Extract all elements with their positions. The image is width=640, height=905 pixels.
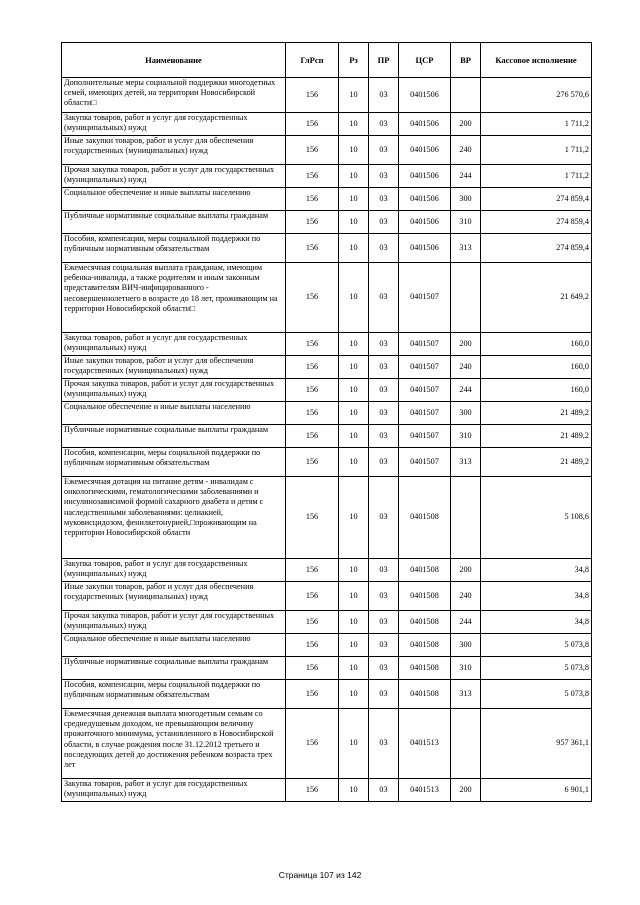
vr-cell [451, 709, 481, 779]
amount-cell: 21 489,2 [481, 448, 592, 477]
pr-cell: 03 [369, 136, 399, 165]
rz-cell: 10 [339, 263, 369, 333]
pr-cell: 03 [369, 477, 399, 559]
glrsp-cell: 156 [286, 136, 339, 165]
name-cell: Социальное обеспечение и иные выплаты населению [62, 634, 286, 657]
glrsp-cell: 156 [286, 402, 339, 425]
pr-cell: 03 [369, 402, 399, 425]
rz-cell: 10 [339, 425, 369, 448]
vr-cell: 240 [451, 356, 481, 379]
pr-cell: 03 [369, 78, 399, 113]
csr-cell: 0401507 [399, 356, 451, 379]
amount-cell: 5 073,8 [481, 680, 592, 709]
csr-cell: 0401506 [399, 136, 451, 165]
rz-cell: 10 [339, 709, 369, 779]
pr-cell: 03 [369, 680, 399, 709]
amount-cell: 957 361,1 [481, 709, 592, 779]
name-cell: Закупка товаров, работ и услуг для государственных (муниципальных) нужд [62, 559, 286, 582]
amount-cell: 5 108,6 [481, 477, 592, 559]
table-row [62, 113, 592, 136]
amount-cell: 276 570,6 [481, 78, 592, 113]
table-row [62, 559, 592, 582]
name-cell: Ежемесячная дотация на питание детям - инвалидам с онкологическими, гематологическими заболеваниями и инсулинозависимой формой сахарного диабета и детям с наследственными заболеваниями: целиакией, муковисцидозом, фенилкетонурией,□проживающим на территории Новосибирской области [62, 477, 286, 559]
table-row [62, 333, 592, 356]
table-row [62, 634, 592, 657]
header-rz: Рз [339, 43, 369, 78]
rz-cell: 10 [339, 402, 369, 425]
vr-cell: 200 [451, 779, 481, 802]
amount-cell: 5 073,8 [481, 657, 592, 680]
vr-cell [451, 263, 481, 333]
csr-cell: 0401508 [399, 559, 451, 582]
header-vr: ВР [451, 43, 481, 78]
csr-cell: 0401513 [399, 779, 451, 802]
csr-cell: 0401508 [399, 680, 451, 709]
glrsp-cell: 156 [286, 634, 339, 657]
csr-cell: 0401506 [399, 234, 451, 263]
header-cash-execution: Кассовое исполнение [481, 43, 592, 78]
vr-cell: 244 [451, 379, 481, 402]
table-row [62, 582, 592, 611]
csr-cell: 0401506 [399, 188, 451, 211]
pr-cell: 03 [369, 582, 399, 611]
rz-cell: 10 [339, 680, 369, 709]
name-cell: Закупка товаров, работ и услуг для государственных (муниципальных) нужд [62, 113, 286, 136]
pr-cell: 03 [369, 448, 399, 477]
csr-cell: 0401506 [399, 211, 451, 234]
table-row [62, 136, 592, 165]
glrsp-cell: 156 [286, 78, 339, 113]
header-csr: ЦСР [399, 43, 451, 78]
rz-cell: 10 [339, 634, 369, 657]
rz-cell: 10 [339, 234, 369, 263]
pr-cell: 03 [369, 188, 399, 211]
amount-cell: 274 859,4 [481, 211, 592, 234]
amount-cell: 34,8 [481, 582, 592, 611]
name-cell: Пособия, компенсации, меры социальной поддержки по публичным нормативным обязательствам [62, 448, 286, 477]
budget-table [61, 42, 592, 802]
vr-cell: 244 [451, 165, 481, 188]
csr-cell: 0401507 [399, 379, 451, 402]
pr-cell: 03 [369, 779, 399, 802]
header-glrsp: ГлРсп [286, 43, 339, 78]
pr-cell: 03 [369, 379, 399, 402]
glrsp-cell: 156 [286, 188, 339, 211]
vr-cell [451, 477, 481, 559]
rz-cell: 10 [339, 165, 369, 188]
vr-cell: 200 [451, 333, 481, 356]
amount-cell: 5 073,8 [481, 634, 592, 657]
vr-cell: 300 [451, 188, 481, 211]
pr-cell: 03 [369, 356, 399, 379]
csr-cell: 0401508 [399, 582, 451, 611]
rz-cell: 10 [339, 78, 369, 113]
table-header-row [62, 43, 592, 78]
glrsp-cell: 156 [286, 165, 339, 188]
table-row [62, 680, 592, 709]
table-row [62, 188, 592, 211]
table-row [62, 611, 592, 634]
glrsp-cell: 156 [286, 425, 339, 448]
table-row [62, 379, 592, 402]
table-row [62, 448, 592, 477]
pr-cell: 03 [369, 657, 399, 680]
csr-cell: 0401507 [399, 448, 451, 477]
amount-cell: 34,8 [481, 559, 592, 582]
rz-cell: 10 [339, 448, 369, 477]
amount-cell: 21 649,2 [481, 263, 592, 333]
amount-cell: 274 859,4 [481, 188, 592, 211]
amount-cell: 1 711,2 [481, 136, 592, 165]
amount-cell: 21 489,2 [481, 402, 592, 425]
rz-cell: 10 [339, 113, 369, 136]
amount-cell: 160,0 [481, 356, 592, 379]
vr-cell: 240 [451, 582, 481, 611]
vr-cell: 313 [451, 680, 481, 709]
glrsp-cell: 156 [286, 234, 339, 263]
glrsp-cell: 156 [286, 379, 339, 402]
glrsp-cell: 156 [286, 680, 339, 709]
table-row [62, 165, 592, 188]
pr-cell: 03 [369, 559, 399, 582]
csr-cell: 0401507 [399, 333, 451, 356]
glrsp-cell: 156 [286, 113, 339, 136]
vr-cell [451, 78, 481, 113]
glrsp-cell: 156 [286, 333, 339, 356]
rz-cell: 10 [339, 136, 369, 165]
rz-cell: 10 [339, 611, 369, 634]
glrsp-cell: 156 [286, 211, 339, 234]
glrsp-cell: 156 [286, 582, 339, 611]
name-cell: Дополнительные меры социальной поддержки многодетных семей, имеющих детей, на территории Новосибирской области□ [62, 78, 286, 113]
vr-cell: 310 [451, 657, 481, 680]
glrsp-cell: 156 [286, 477, 339, 559]
amount-cell: 160,0 [481, 333, 592, 356]
rz-cell: 10 [339, 582, 369, 611]
csr-cell: 0401506 [399, 165, 451, 188]
table-row [62, 263, 592, 333]
rz-cell: 10 [339, 477, 369, 559]
vr-cell: 313 [451, 448, 481, 477]
glrsp-cell: 156 [286, 709, 339, 779]
name-cell: Публичные нормативные социальные выплаты гражданам [62, 425, 286, 448]
name-cell: Социальное обеспечение и иные выплаты населению [62, 188, 286, 211]
amount-cell: 1 711,2 [481, 113, 592, 136]
glrsp-cell: 156 [286, 611, 339, 634]
vr-cell: 310 [451, 211, 481, 234]
name-cell: Иные закупки товаров, работ и услуг для обеспечения государственных (муниципальных) нужд [62, 582, 286, 611]
vr-cell: 313 [451, 234, 481, 263]
rz-cell: 10 [339, 188, 369, 211]
vr-cell: 244 [451, 611, 481, 634]
name-cell: Публичные нормативные социальные выплаты гражданам [62, 211, 286, 234]
csr-cell: 0401506 [399, 113, 451, 136]
amount-cell: 6 901,1 [481, 779, 592, 802]
vr-cell: 310 [451, 425, 481, 448]
rz-cell: 10 [339, 779, 369, 802]
name-cell: Закупка товаров, работ и услуг для государственных (муниципальных) нужд [62, 779, 286, 802]
csr-cell: 0401508 [399, 611, 451, 634]
csr-cell: 0401508 [399, 634, 451, 657]
table-row [62, 657, 592, 680]
amount-cell: 160,0 [481, 379, 592, 402]
header-name: Наименование [62, 43, 286, 78]
pr-cell: 03 [369, 211, 399, 234]
glrsp-cell: 156 [286, 356, 339, 379]
table-body [62, 78, 592, 802]
name-cell: Пособия, компенсации, меры социальной поддержки по публичным нормативным обязательствам [62, 680, 286, 709]
glrsp-cell: 156 [286, 779, 339, 802]
table-row [62, 477, 592, 559]
name-cell: Социальное обеспечение и иные выплаты населению [62, 402, 286, 425]
name-cell: Пособия, компенсации, меры социальной поддержки по публичным нормативным обязательствам [62, 234, 286, 263]
pr-cell: 03 [369, 263, 399, 333]
csr-cell: 0401507 [399, 402, 451, 425]
name-cell: Иные закупки товаров, работ и услуг для обеспечения государственных (муниципальных) нужд [62, 356, 286, 379]
rz-cell: 10 [339, 333, 369, 356]
pr-cell: 03 [369, 634, 399, 657]
amount-cell: 21 489,2 [481, 425, 592, 448]
table-row [62, 709, 592, 779]
csr-cell: 0401507 [399, 425, 451, 448]
pr-cell: 03 [369, 333, 399, 356]
glrsp-cell: 156 [286, 657, 339, 680]
name-cell: Прочая закупка товаров, работ и услуг для государственных (муниципальных) нужд [62, 379, 286, 402]
csr-cell: 0401513 [399, 709, 451, 779]
table-row [62, 402, 592, 425]
name-cell: Ежемесячная социальная выплата гражданам, имеющим ребенка-инвалида, а также родителям и иным законным представителям ВИЧ-инфицированного - несовершеннолетнего в возрасте до 18 лет, проживающим на территории Новосибирской области□ [62, 263, 286, 333]
rz-cell: 10 [339, 211, 369, 234]
csr-cell: 0401507 [399, 263, 451, 333]
vr-cell: 200 [451, 559, 481, 582]
header-pr: ПР [369, 43, 399, 78]
pr-cell: 03 [369, 165, 399, 188]
table-row [62, 779, 592, 802]
glrsp-cell: 156 [286, 263, 339, 333]
pr-cell: 03 [369, 709, 399, 779]
vr-cell: 200 [451, 113, 481, 136]
name-cell: Ежемесячная денежная выплата многодетным семьям со среднедушевым доходом, не превышающим величину прожиточного минимума, установленного в Новосибирской области, в случае рождения после 31.12.2012 третьего и последующих детей до достижения ребенком возраста трех лет [62, 709, 286, 779]
glrsp-cell: 156 [286, 559, 339, 582]
csr-cell: 0401506 [399, 78, 451, 113]
table-row [62, 234, 592, 263]
pr-cell: 03 [369, 113, 399, 136]
pr-cell: 03 [369, 611, 399, 634]
amount-cell: 34,8 [481, 611, 592, 634]
name-cell: Прочая закупка товаров, работ и услуг для государственных (муниципальных) нужд [62, 611, 286, 634]
rz-cell: 10 [339, 657, 369, 680]
rz-cell: 10 [339, 356, 369, 379]
table-row [62, 211, 592, 234]
table-row [62, 356, 592, 379]
glrsp-cell: 156 [286, 448, 339, 477]
amount-cell: 274 859,4 [481, 234, 592, 263]
name-cell: Публичные нормативные социальные выплаты гражданам [62, 657, 286, 680]
name-cell: Прочая закупка товаров, работ и услуг для государственных (муниципальных) нужд [62, 165, 286, 188]
csr-cell: 0401508 [399, 657, 451, 680]
amount-cell: 1 711,2 [481, 165, 592, 188]
pr-cell: 03 [369, 234, 399, 263]
rz-cell: 10 [339, 379, 369, 402]
name-cell: Закупка товаров, работ и услуг для государственных (муниципальных) нужд [62, 333, 286, 356]
vr-cell: 300 [451, 634, 481, 657]
pr-cell: 03 [369, 425, 399, 448]
csr-cell: 0401508 [399, 477, 451, 559]
table-row [62, 425, 592, 448]
vr-cell: 240 [451, 136, 481, 165]
rz-cell: 10 [339, 559, 369, 582]
name-cell: Иные закупки товаров, работ и услуг для обеспечения государственных (муниципальных) нужд [62, 136, 286, 165]
page-number: Страница 107 из 142 [278, 870, 362, 880]
table-row [62, 78, 592, 113]
vr-cell: 300 [451, 402, 481, 425]
